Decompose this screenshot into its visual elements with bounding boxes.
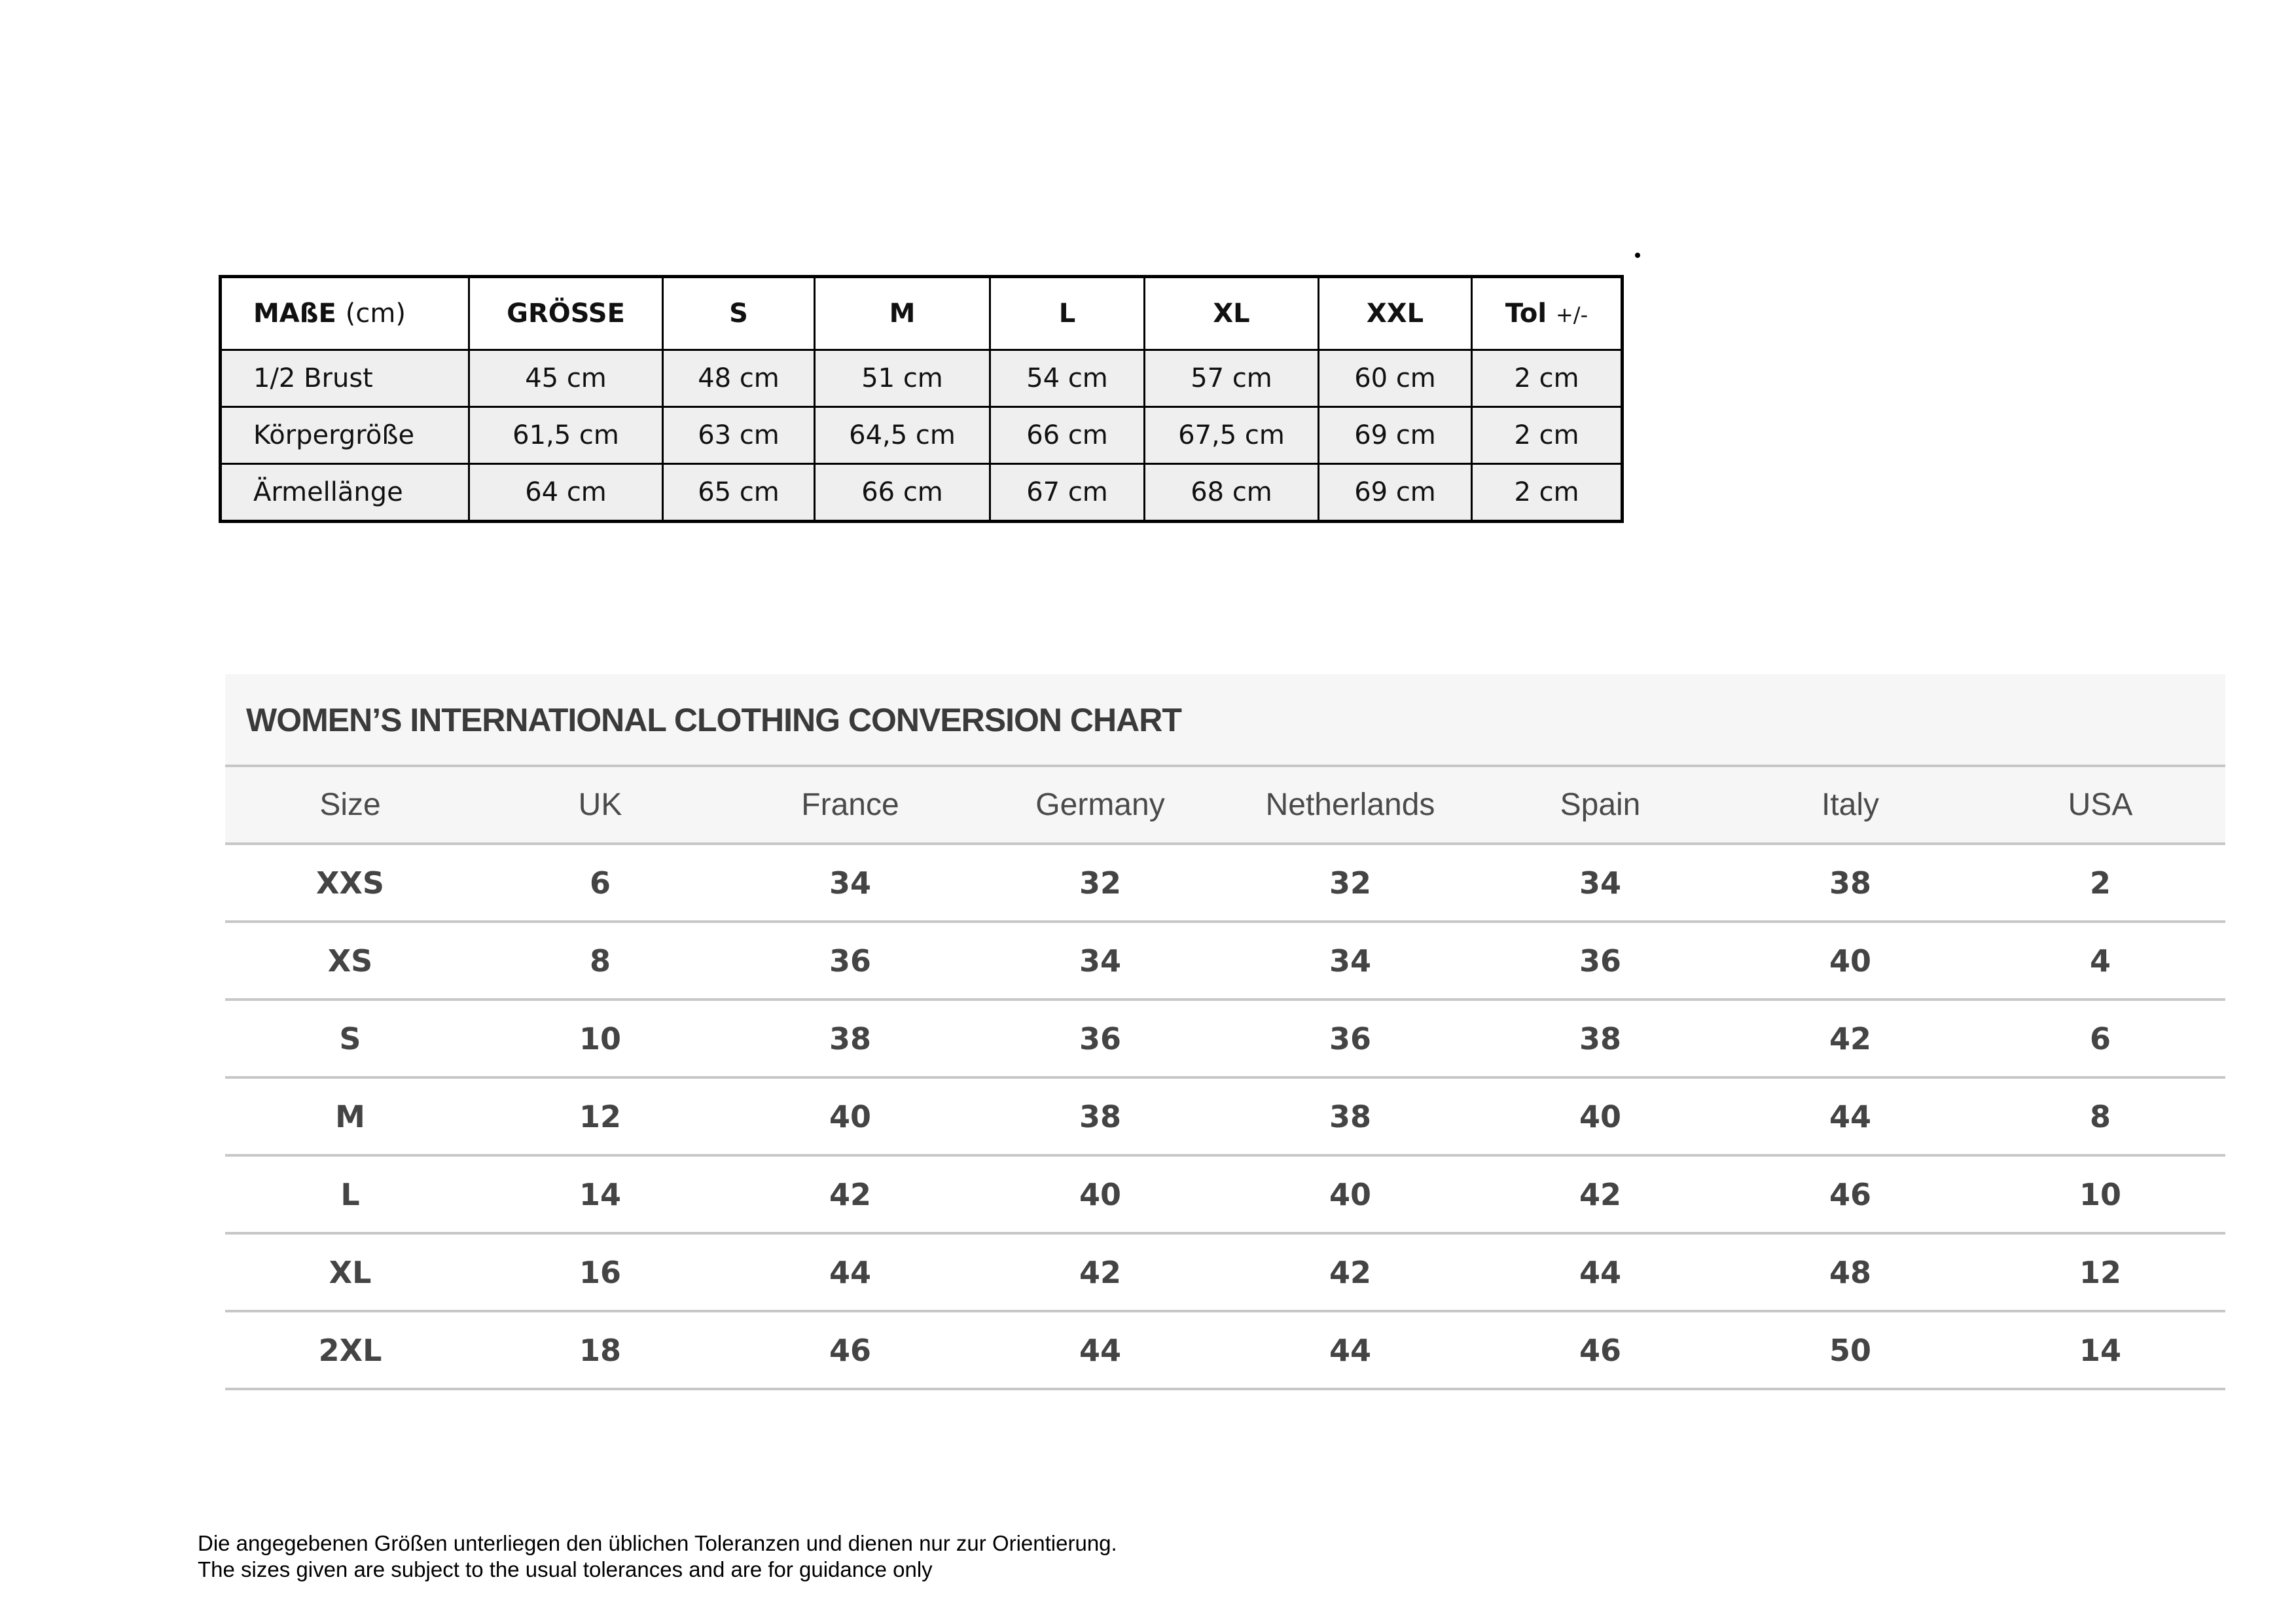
conversion-value-cell: 38 bbox=[1225, 1077, 1475, 1155]
conversion-value-cell: 38 bbox=[1725, 844, 1975, 922]
conversion-header-cell: France bbox=[725, 766, 975, 844]
measure-value-cell: 69 cm bbox=[1319, 464, 1472, 522]
measure-value-cell: 2 cm bbox=[1472, 407, 1623, 464]
conversion-value-cell: 36 bbox=[975, 1000, 1225, 1077]
conversion-value-cell: 48 bbox=[1725, 1233, 1975, 1311]
conversion-value-cell: 36 bbox=[1475, 922, 1725, 1000]
conversion-size-cell: 2XL bbox=[225, 1311, 475, 1389]
measure-name-cell: Körpergröße bbox=[221, 407, 469, 464]
footnote-english: The sizes given are subject to the usual tolerances and are for guidance only bbox=[198, 1557, 933, 1581]
conversion-row bbox=[225, 922, 2225, 1000]
conversion-value-cell: 34 bbox=[975, 922, 1225, 1000]
conversion-value-cell: 40 bbox=[975, 1155, 1225, 1233]
conversion-value-cell: 16 bbox=[475, 1233, 725, 1311]
conversion-header-cell: UK bbox=[475, 766, 725, 844]
measure-value-cell: 57 cm bbox=[1145, 350, 1319, 407]
conversion-value-cell: 12 bbox=[475, 1077, 725, 1155]
conversion-value-cell: 8 bbox=[475, 922, 725, 1000]
conversion-value-cell: 46 bbox=[1725, 1155, 1975, 1233]
measure-value-cell: 51 cm bbox=[815, 350, 990, 407]
measure-value-cell: 69 cm bbox=[1319, 407, 1472, 464]
conversion-value-cell: 14 bbox=[1975, 1311, 2225, 1389]
size-measurement-table bbox=[219, 275, 1624, 523]
conversion-table bbox=[225, 765, 2225, 1390]
conversion-size-cell: S bbox=[225, 1000, 475, 1077]
conversion-value-cell: 50 bbox=[1725, 1311, 1975, 1389]
conversion-value-cell: 44 bbox=[975, 1311, 1225, 1389]
conversion-value-cell: 44 bbox=[1475, 1233, 1725, 1311]
conversion-row bbox=[225, 1233, 2225, 1311]
conversion-value-cell: 10 bbox=[475, 1000, 725, 1077]
header-xxl: XXL bbox=[1319, 277, 1472, 350]
measure-value-cell: 65 cm bbox=[663, 464, 815, 522]
conversion-value-cell: 36 bbox=[725, 922, 975, 1000]
conversion-value-cell: 34 bbox=[1225, 922, 1475, 1000]
conversion-value-cell: 40 bbox=[1725, 922, 1975, 1000]
size-table-row bbox=[221, 350, 1623, 407]
measure-value-cell: 66 cm bbox=[815, 464, 990, 522]
header-measure-unit: (cm) bbox=[345, 298, 406, 329]
conversion-value-cell: 34 bbox=[1475, 844, 1725, 922]
size-table-header-row bbox=[221, 277, 1623, 350]
header-size: GRÖSSE bbox=[469, 277, 663, 350]
measure-value-cell: 60 cm bbox=[1319, 350, 1472, 407]
header-measure-label: MAßE bbox=[253, 298, 336, 329]
conversion-value-cell: 38 bbox=[725, 1000, 975, 1077]
conversion-value-cell: 6 bbox=[1975, 1000, 2225, 1077]
conversion-header-cell: Netherlands bbox=[1225, 766, 1475, 844]
conversion-value-cell: 42 bbox=[1725, 1000, 1975, 1077]
conversion-size-cell: XS bbox=[225, 922, 475, 1000]
conversion-value-cell: 12 bbox=[1975, 1233, 2225, 1311]
conversion-value-cell: 44 bbox=[725, 1233, 975, 1311]
size-table-row bbox=[221, 464, 1623, 522]
conversion-value-cell: 44 bbox=[1725, 1077, 1975, 1155]
conversion-value-cell: 42 bbox=[1225, 1233, 1475, 1311]
conversion-value-cell: 32 bbox=[975, 844, 1225, 922]
conversion-value-cell: 38 bbox=[975, 1077, 1225, 1155]
conversion-header-cell: Germany bbox=[975, 766, 1225, 844]
conversion-value-cell: 4 bbox=[1975, 922, 2225, 1000]
header-tolerance-sign: +/- bbox=[1555, 302, 1588, 327]
measure-value-cell: 45 cm bbox=[469, 350, 663, 407]
conversion-value-cell: 42 bbox=[975, 1233, 1225, 1311]
measure-name-cell: 1/2 Brust bbox=[221, 350, 469, 407]
measure-value-cell: 66 cm bbox=[990, 407, 1145, 464]
conversion-value-cell: 44 bbox=[1225, 1311, 1475, 1389]
conversion-value-cell: 18 bbox=[475, 1311, 725, 1389]
measure-name-cell: Ärmellänge bbox=[221, 464, 469, 522]
conversion-value-cell: 40 bbox=[1475, 1077, 1725, 1155]
conversion-value-cell: 2 bbox=[1975, 844, 2225, 922]
conversion-row bbox=[225, 1000, 2225, 1077]
conversion-title: WOMEN’S INTERNATIONAL CLOTHING CONVERSION CHART bbox=[246, 702, 1181, 738]
conversion-header-cell: Spain bbox=[1475, 766, 1725, 844]
conversion-row bbox=[225, 844, 2225, 922]
conversion-value-cell: 42 bbox=[725, 1155, 975, 1233]
stray-mark bbox=[1635, 253, 1640, 258]
conversion-value-cell: 40 bbox=[725, 1077, 975, 1155]
header-s: S bbox=[663, 277, 815, 350]
measure-value-cell: 63 cm bbox=[663, 407, 815, 464]
conversion-value-cell: 36 bbox=[1225, 1000, 1475, 1077]
conversion-row bbox=[225, 1311, 2225, 1389]
conversion-row bbox=[225, 1077, 2225, 1155]
conversion-value-cell: 8 bbox=[1975, 1077, 2225, 1155]
measure-value-cell: 68 cm bbox=[1145, 464, 1319, 522]
measure-value-cell: 67 cm bbox=[990, 464, 1145, 522]
conversion-value-cell: 46 bbox=[725, 1311, 975, 1389]
conversion-size-cell: XXS bbox=[225, 844, 475, 922]
measure-value-cell: 2 cm bbox=[1472, 464, 1623, 522]
conversion-size-cell: M bbox=[225, 1077, 475, 1155]
conversion-value-cell: 40 bbox=[1225, 1155, 1475, 1233]
conversion-value-cell: 10 bbox=[1975, 1155, 2225, 1233]
conversion-value-cell: 46 bbox=[1475, 1311, 1725, 1389]
conversion-header-cell: Italy bbox=[1725, 766, 1975, 844]
measure-value-cell: 2 cm bbox=[1472, 350, 1623, 407]
header-l: L bbox=[990, 277, 1145, 350]
conversion-header-cell: USA bbox=[1975, 766, 2225, 844]
header-tolerance-label: Tol bbox=[1505, 298, 1547, 329]
header-m: M bbox=[815, 277, 990, 350]
conversion-value-cell: 42 bbox=[1475, 1155, 1725, 1233]
conversion-value-cell: 6 bbox=[475, 844, 725, 922]
conversion-value-cell: 38 bbox=[1475, 1000, 1725, 1077]
measure-value-cell: 64 cm bbox=[469, 464, 663, 522]
conversion-value-cell: 32 bbox=[1225, 844, 1475, 922]
footnote bbox=[198, 1530, 1117, 1583]
conversion-header-cell: Size bbox=[225, 766, 475, 844]
measure-value-cell: 67,5 cm bbox=[1145, 407, 1319, 464]
conversion-header-row bbox=[225, 766, 2225, 844]
measure-value-cell: 64,5 cm bbox=[815, 407, 990, 464]
measure-value-cell: 54 cm bbox=[990, 350, 1145, 407]
header-tolerance bbox=[1472, 277, 1623, 350]
measure-value-cell: 61,5 cm bbox=[469, 407, 663, 464]
size-table-row bbox=[221, 407, 1623, 464]
conversion-row bbox=[225, 1155, 2225, 1233]
measure-value-cell: 48 cm bbox=[663, 350, 815, 407]
conversion-title-bar bbox=[225, 674, 2225, 765]
conversion-value-cell: 34 bbox=[725, 844, 975, 922]
header-xl: XL bbox=[1145, 277, 1319, 350]
conversion-value-cell: 14 bbox=[475, 1155, 725, 1233]
header-measure bbox=[221, 277, 469, 350]
conversion-size-cell: L bbox=[225, 1155, 475, 1233]
footnote-german: Die angegebenen Größen unterliegen den üblichen Toleranzen und dienen nur zur Orientierung. bbox=[198, 1531, 1117, 1555]
conversion-chart bbox=[225, 674, 2225, 1390]
conversion-size-cell: XL bbox=[225, 1233, 475, 1311]
